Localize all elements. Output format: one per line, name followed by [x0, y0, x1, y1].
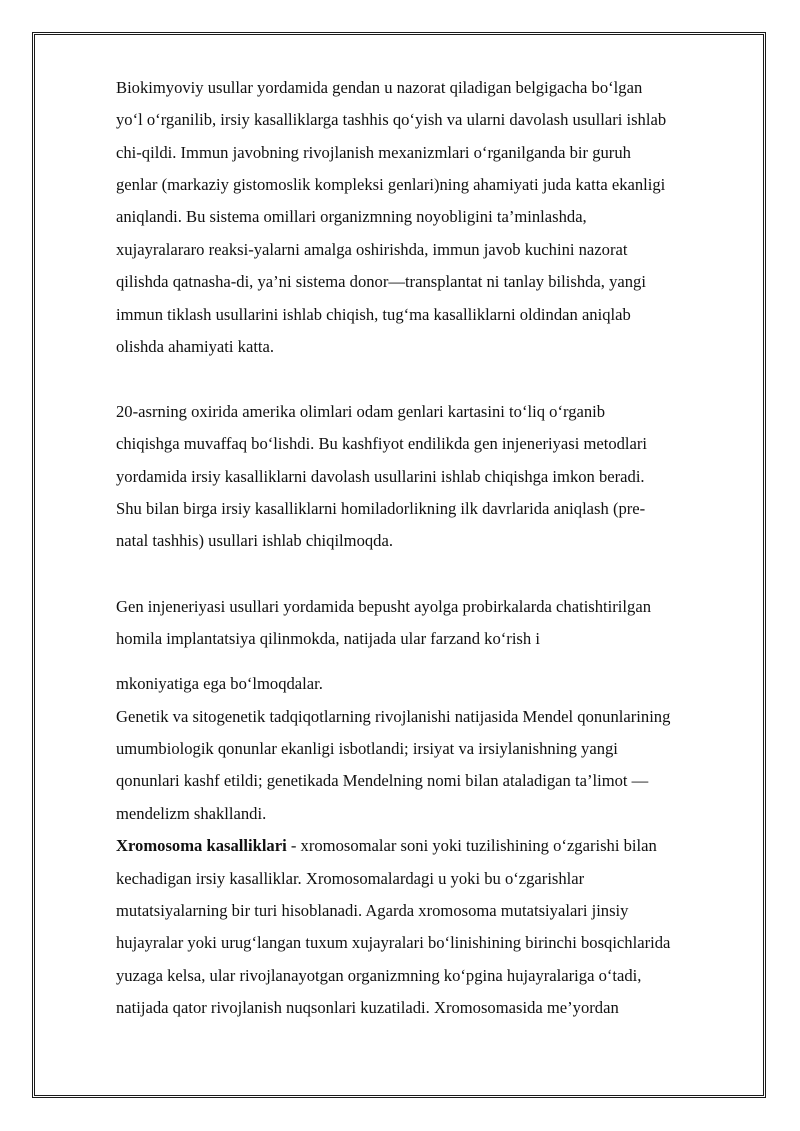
text-line: aniqlandi. Bu sistema omillari organizmning noyobligini ta’minlashda, [116, 207, 587, 226]
text-line: yuzaga kelsa, ular rivojlanayotgan organizmning ko‘pgina hujayralariga o‘tadi, [116, 966, 642, 985]
text-line: mkoniyatiga ega bo‘lmoqdalar. [116, 674, 323, 693]
text-line: olishda ahamiyati katta. [116, 337, 275, 356]
bold-term: Xromosoma kasalliklari [116, 836, 287, 855]
text-line: natijada qator rivojlanish nuqsonlari kuzatiladi. Xromosomasida me’yordan [116, 998, 619, 1017]
text-line: qilishda qatnasha-di, ya’ni sistema donor—transplantat ni tanlay bilishda, yangi [116, 272, 646, 291]
text-line: Gen injeneriyasi usullari yordamida bepusht ayolga probirkalarda chatishtirilgan [116, 597, 651, 616]
text-span: - xromosomalar soni yoki tuzilishining o‘zgarishi bilan [286, 836, 657, 855]
text-line: 20-asrning oxirida amerika olimlari odam genlari kartasini to‘liq o‘rganib [116, 402, 606, 421]
text-line: qonunlari kashf etildi; genetikada Mendelning nomi bilan ataladigan ta’limot — [116, 771, 649, 790]
text-line: homila implantatsiya qilinmokda, natijada ular farzand ko‘rish i [116, 629, 540, 648]
text-line: xujayralararo reaksi-yalarni amalga oshirishda, immun javob kuchini nazorat [116, 240, 628, 259]
text-line: chiqishga muvaffaq bo‘lishdi. Bu kashfiyot endilikda gen injeneriyasi metodlari [116, 434, 648, 453]
text-line: immun tiklash usullarini ishlab chiqish, tug‘ma kasalliklarni oldindan aniqlab [116, 305, 631, 324]
text-line: kechadigan irsiy kasalliklar. Xromosomalardagi u yoki bu o‘zgarishlar [116, 869, 585, 888]
text-line: yordamida irsiy kasalliklarni davolash usullarini ishlab chiqishga imkon beradi. [116, 467, 645, 486]
text-line: genlar (markaziy gistomoslik kompleksi genlari)ning ahamiyati juda katta ekanligi [116, 175, 666, 194]
text-line: Biokimyoviy usullar yordamida gendan u nazorat qiladigan belgigacha bo‘lgan [116, 78, 643, 97]
text-line [116, 836, 657, 856]
text-line: mendelizm shakllandi. [116, 804, 267, 823]
text-line: umumbiologik qonunlar ekanligi isbotlandi; irsiyat va irsiylanishning yangi [116, 739, 618, 758]
text-line: mutatsiyalarning bir turi hisoblanadi. Agarda xromosoma mutatsiyalari jinsiy [116, 901, 629, 920]
text-line: natal tashhis) usullari ishlab chiqilmoqda. [116, 531, 393, 550]
text-line: Shu bilan birga irsiy kasalliklarni homiladorlikning ilk davrlarida aniqlash (pre- [116, 499, 646, 518]
text-line: hujayralar yoki urug‘langan tuxum xujayralari bo‘linishining birinchi bosqichlarida [116, 933, 671, 952]
text-line: Genetik va sitogenetik tadqiqotlarning rivojlanishi natijasida Mendel qonunlarining [116, 707, 671, 726]
text-line: chi-qildi. Immun javobning rivojlanish mexanizmlari o‘rganilganda bir guruh [116, 143, 631, 162]
text-line: yo‘l o‘rganilib, irsiy kasalliklarga tashhis qo‘yish va ularni davolash usullari ishlab [116, 110, 667, 129]
